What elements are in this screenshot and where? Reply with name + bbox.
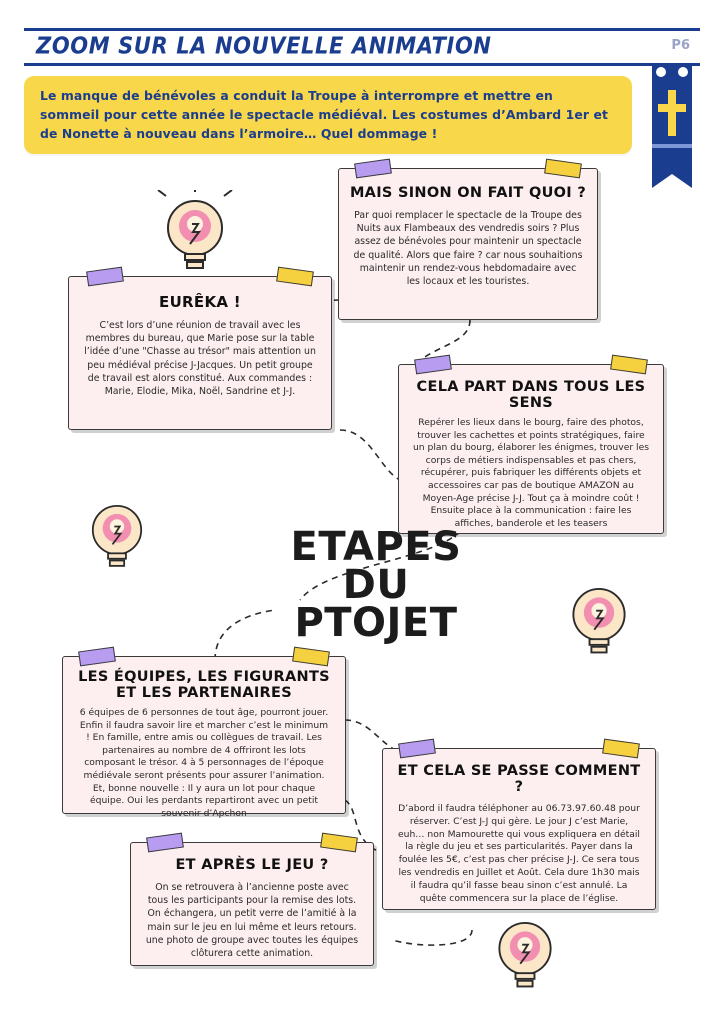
lightbulb-icon [488, 912, 562, 1004]
card-title-line1: LES ÉQUIPES, LES FIGURANTS [78, 669, 330, 685]
center-title-line3: PTOJET [294, 600, 458, 646]
page-number: P6 [671, 38, 690, 53]
card-mais-sinon [338, 168, 598, 320]
card-tous-les-sens [398, 364, 664, 534]
page-title: ZOOM SUR LA NOUVELLE ANIMATION [36, 32, 492, 59]
tape-purple [146, 833, 184, 853]
tape-yellow [610, 355, 648, 375]
lightbulb-icon [82, 496, 152, 582]
lightbulb-icon [562, 578, 636, 670]
banner-flag-icon [644, 60, 700, 196]
tape-yellow [292, 647, 330, 667]
card-title: ET CELA SE PASSE COMMENT ? [397, 763, 641, 795]
card-eureka [68, 276, 332, 430]
tape-yellow [544, 159, 582, 179]
header-rule-bottom [24, 63, 700, 66]
card-body: Repérer les lieux dans le bourg, faire des photos, trouver les cachettes et points stratégiques, faire un plan du bourg, élaborer les énigmes, trouver les corps de métiers indispensables et pas chers, récupérer, puis fabriquer les différents objets et accessoires car pas de boutique AMAZON au Moyen-Age précise J-J. Tout ça à moindre coût ! Ensuite place à la communication : faire les affiches, banderole et les teasers [412, 417, 650, 529]
center-title [276, 524, 476, 646]
card-body: Par quoi remplacer le spectacle de la Troupe des Nuits aux Flambeaux des vendredis soirs ? Plus assez de bénévoles pour maintenir un spectacle de qualité. Alors que faire ? car nous souhaitions maintenir un rendez-vous hebdomadaire avec les locaux et les touristes. [353, 210, 583, 288]
card-title: CELA PART DANS TOUS LES SENS [416, 379, 646, 411]
tape-yellow [602, 739, 640, 759]
tape-yellow [276, 267, 314, 287]
card-body: 6 équipes de 6 personnes de tout âge, pourront jouer. Enfin il faudra savoir lire et marcher c’est le minimum ! En famille, entre amis ou collègues de travail. Les partenaires au nombre de 4 offriront les lots composant le trésor. 4 à 5 personnages de l’époque médiévale seront présents pour assurer l’animation. Et, bonne nouvelle : Il y aura un lot pour chaque équipe. Oui les perdants repartiront avec un petit souvenir d’Apchon [79, 707, 329, 819]
card-title: ET APRÈS LE JEU ? [175, 857, 329, 873]
card-body: C’est lors d’une réunion de travail avec les membres du bureau, que Marie pose sur la table l’idée d’une "Chasse au trésor" mais attention un peu médiéval précise J-Jacques. Un petit groupe de travail est alors constitué. Aux commandes : Marie, Elodie, Mika, Noël, Sandrine et J-J. [84, 320, 316, 398]
header-rule-top [24, 28, 700, 31]
tape-purple [354, 159, 392, 179]
card-body: On se retrouvera à l’ancienne poste avec tous les participants pour la remise des lots. On échangera, un petit verre de l’amitié à la main sur le jeu en lui même et leurs retours. une photo de groupe avec toutes les équipes clôturera cette animation. [145, 882, 359, 960]
card-body: D’abord il faudra téléphoner au 06.73.97.60.48 pour réserver. C’est J-J qui gère. Le jour J c’est Marie, euh… non Mamourette qui vous expliquera en détail la règle du jeu et ses particularités. Payer dans la foulée les 5€, c’est pas cher précise J-J. Ce sera tous les vendredis en Juillet et Août. Cela dure 1h30 mais il faudra qu’il fasse beau sinon c’est annulé. La quête commencera sur la place de l’église. [398, 803, 640, 904]
card-equipes [62, 656, 346, 819]
lightbulb-icon [156, 190, 234, 286]
card-apres-le-jeu [130, 842, 374, 966]
card-comment [382, 748, 656, 910]
tape-purple [86, 267, 124, 287]
center-title-line1: ETAPES [290, 524, 462, 570]
tape-purple [414, 355, 452, 375]
intro-banner-text: Le manque de bénévoles a conduit la Troupe à interrompre et mettre en sommeil pour cette année le spectacle médiéval. Les costumes d’Ambard 1er et de Nonette à nouveau dans l’armoire… Quel dommage ! [40, 88, 609, 141]
tape-purple [398, 739, 436, 759]
card-title: EURÊKA ! [159, 293, 241, 311]
tape-yellow [320, 833, 358, 853]
center-title-line2: DU [342, 562, 410, 608]
card-title: MAIS SINON ON FAIT QUOI ? [349, 185, 587, 201]
tape-purple [78, 647, 116, 667]
card-title-line2: ET LES PARTENAIRES [116, 685, 292, 701]
